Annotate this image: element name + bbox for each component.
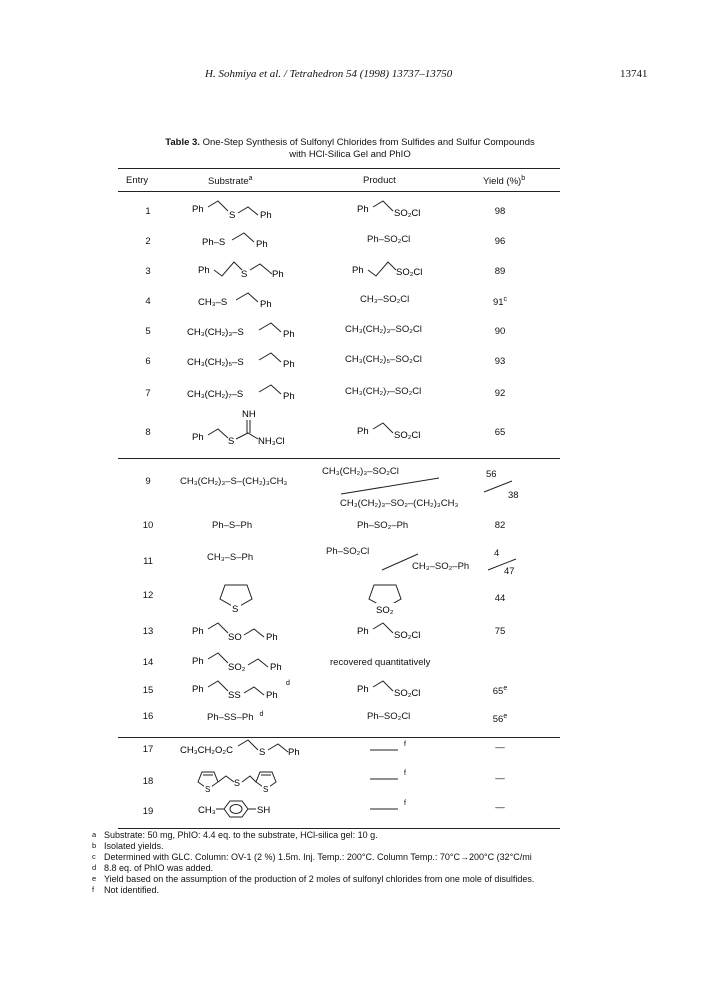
- svg-text:S: S: [228, 436, 235, 447]
- substrate-structure: [190, 675, 320, 703]
- svg-text:Ph: Ph: [192, 432, 204, 443]
- svg-text:Ph: Ph: [192, 204, 204, 215]
- product-formula: CH₃(CH₂)₃–SO₂–(CH₂)₃CH₃: [340, 498, 459, 509]
- svg-text:Ph: Ph: [256, 239, 268, 250]
- svg-text:CH₃(CH₂)₇–S: CH₃(CH₂)₇–S: [187, 389, 244, 400]
- substrate-structure: [190, 619, 300, 645]
- yield-value: 65e: [492, 685, 508, 698]
- substrate-formula: CH₃–S–Ph: [207, 552, 254, 563]
- svg-text:Ph: Ph: [260, 210, 272, 221]
- yield-value: 82: [494, 520, 506, 531]
- product-note: recovered quantitatively: [330, 657, 431, 668]
- svg-text:SH: SH: [257, 805, 271, 816]
- svg-text:CH₃(CH₂)₃–S: CH₃(CH₂)₃–S: [187, 327, 244, 338]
- svg-text:CH₃–S: CH₃–S: [198, 297, 228, 308]
- caption-text-2: with HCl-Silica Gel and PhIO: [289, 149, 411, 160]
- entry-number: 15: [142, 685, 154, 696]
- yield-value: 47: [504, 566, 515, 577]
- yield-value: 4: [494, 548, 500, 559]
- svg-text:SO₂Cl: SO₂Cl: [394, 688, 421, 699]
- yield-value: 56e: [492, 713, 508, 726]
- substrate-structure: [200, 228, 300, 252]
- col-substrate: Substrate$^a$: [208, 175, 253, 188]
- product-formula: CH₃(CH₂)₃–SO₂Cl: [345, 324, 422, 335]
- svg-text:NH: NH: [242, 409, 256, 420]
- substrate-formula: Ph–SS–Ph $^d$: [207, 711, 264, 724]
- entry-number: 5: [145, 326, 151, 337]
- entry-number: 19: [142, 806, 154, 817]
- entry-number: 3: [145, 266, 151, 277]
- svg-text:S: S: [241, 269, 248, 280]
- caption-text-1: One-Step Synthesis of Sulfonyl Chlorides from Sulfides and Sulfur Compounds: [202, 137, 535, 148]
- svg-text:Ph: Ph: [357, 684, 369, 695]
- substrate-structure: [190, 649, 300, 677]
- svg-text:S: S: [259, 747, 266, 758]
- svg-text:f: f: [404, 741, 406, 748]
- entry-number: 4: [145, 296, 151, 307]
- svg-text:SO₂Cl: SO₂Cl: [394, 630, 421, 641]
- product-formula: CH₃(CH₂)₅–SO₂Cl: [345, 354, 422, 365]
- footnote: b Isolated yields.: [92, 841, 164, 851]
- svg-text:Ph: Ph: [357, 626, 369, 637]
- yield-value: 93: [494, 356, 506, 367]
- yield-value: 65: [494, 427, 506, 438]
- footnote: a Substrate: 50 mg, PhIO: 4.4 eq. to the substrate, HCl-silica gel: 10 g.: [92, 830, 378, 840]
- svg-text:Ph: Ph: [288, 747, 300, 758]
- product-structure: [355, 419, 445, 445]
- col-product: Product: [363, 175, 396, 186]
- substrate-formula: Ph–S–Ph: [212, 520, 253, 531]
- table-caption: [140, 137, 560, 161]
- yield-value: —: [495, 742, 505, 753]
- section-rule-1: [118, 458, 560, 459]
- svg-text:NH₃Cl: NH₃Cl: [258, 436, 285, 447]
- table-bottom-rule: [118, 828, 560, 829]
- yield-split-slash: [484, 556, 520, 574]
- svg-text:S: S: [205, 785, 211, 794]
- svg-text:Ph: Ph: [260, 299, 272, 310]
- yield-value: —: [495, 802, 505, 813]
- entry-number: 2: [145, 236, 151, 247]
- substrate-structure: [213, 575, 263, 615]
- substrate-structure: [190, 197, 300, 223]
- yield-value: 38: [508, 490, 519, 501]
- svg-text:SO₂Cl: SO₂Cl: [394, 430, 421, 441]
- product-none: [368, 797, 418, 813]
- entry-number: 13: [142, 626, 154, 637]
- table-top-rule: [118, 168, 560, 169]
- yield-value: 44: [494, 593, 506, 604]
- svg-text:Ph: Ph: [270, 662, 282, 673]
- yield-value: 98: [494, 206, 506, 217]
- yield-value: —: [495, 773, 505, 784]
- svg-text:SO₂Cl: SO₂Cl: [396, 267, 423, 278]
- yield-value: 89: [494, 266, 506, 277]
- entry-number: 7: [145, 388, 151, 399]
- substrate-structure: [196, 256, 306, 282]
- svg-text:S: S: [232, 604, 239, 615]
- caption-label: Table 3.: [165, 137, 200, 148]
- svg-text:Ph: Ph: [357, 426, 369, 437]
- svg-text:Ph: Ph: [266, 632, 278, 643]
- substrate-structure: [185, 318, 305, 342]
- yield-value: 75: [494, 626, 506, 637]
- svg-text:Ph: Ph: [283, 359, 295, 370]
- substrate-structure: [190, 406, 300, 450]
- footnote: e Yield based on the assumption of the production of 2 moles of sulfonyl chlorides from one mole of disulfides.: [92, 874, 535, 884]
- yield-value: 91$^c$: [492, 296, 508, 309]
- entry-number: 10: [142, 520, 154, 531]
- entry-number: 6: [145, 356, 151, 367]
- product-formula: Ph–SO₂–Ph: [357, 520, 409, 531]
- svg-text:Ph–S: Ph–S: [202, 237, 226, 248]
- yield-value: 90: [494, 326, 506, 337]
- svg-text:CH₃(CH₂)₅–S: CH₃(CH₂)₅–S: [187, 357, 244, 368]
- entry-number: 11: [143, 556, 153, 567]
- product-structure: [355, 619, 445, 645]
- svg-text:SO₂Cl: SO₂Cl: [394, 208, 421, 219]
- substrate-structure: [196, 288, 296, 312]
- entry-number: 14: [142, 657, 154, 668]
- yield-value: 92: [494, 388, 506, 399]
- svg-text:Ph: Ph: [357, 204, 369, 215]
- citation: H. Sohmiya et al. / Tetrahedron 54 (1998) 13737–13750: [205, 68, 453, 80]
- product-formula: Ph–SO₂Cl: [367, 234, 411, 245]
- svg-text:f: f: [404, 800, 406, 807]
- svg-text:S: S: [263, 785, 269, 794]
- product-none: [368, 767, 418, 783]
- footnote: f Not identified.: [92, 885, 160, 895]
- product-formula: CH₃(CH₂)₃–SO₂Cl: [322, 466, 399, 477]
- product-none: [368, 738, 418, 754]
- substrate-formula: CH₃(CH₂)₃–S–(CH₂)₃CH₃: [180, 476, 288, 487]
- yield-value: 56: [486, 469, 497, 480]
- substrate-structure: [196, 796, 306, 822]
- substrate-structure: [192, 762, 292, 794]
- svg-text:CH₃: CH₃: [198, 805, 216, 816]
- svg-text:Ph: Ph: [272, 269, 284, 280]
- product-formula: Ph–SO₂Cl: [367, 711, 411, 722]
- substrate-structure: [180, 734, 310, 762]
- svg-text:SO: SO: [228, 632, 242, 643]
- col-yield: Yield (%)$^b$: [483, 175, 526, 188]
- svg-text:S: S: [234, 778, 241, 788]
- product-structure: [362, 575, 412, 619]
- yield-split-slash: [480, 478, 516, 496]
- page-number: 13741: [620, 68, 648, 80]
- product-formula: CH₃–SO₂–Ph: [412, 561, 470, 572]
- entry-number: 18: [142, 776, 154, 787]
- svg-text:SS: SS: [228, 690, 241, 701]
- svg-text:Ph: Ph: [192, 684, 204, 695]
- svg-text:Ph: Ph: [283, 329, 295, 340]
- product-formula: Ph–SO₂Cl: [326, 546, 370, 557]
- svg-text:d: d: [286, 680, 290, 687]
- svg-text:Ph: Ph: [192, 656, 204, 667]
- svg-text:Ph: Ph: [283, 391, 295, 402]
- entry-number: 12: [142, 590, 154, 601]
- entry-number: 1: [145, 206, 151, 217]
- svg-text:f: f: [404, 770, 406, 777]
- entry-number: 16: [142, 711, 154, 722]
- header-rule: [118, 191, 560, 192]
- svg-text:Ph: Ph: [198, 265, 210, 276]
- substrate-structure: [185, 348, 305, 372]
- entry-number: 9: [145, 476, 151, 487]
- footnote: d 8.8 eq. of PhIO was added.: [92, 863, 214, 873]
- product-formula: CH₃–SO₂Cl: [360, 294, 410, 305]
- footnote: c Determined with GLC. Column: OV-1 (2 %) 1.5m. Inj. Temp.: 200°C. Column Temp.: 70°C→200°C (32°C/mi: [92, 852, 532, 862]
- svg-text:Ph: Ph: [352, 265, 364, 276]
- svg-text:SO₂: SO₂: [228, 662, 246, 673]
- product-structure: [350, 256, 450, 282]
- product-structure: [355, 677, 445, 703]
- product-structure: [355, 197, 445, 223]
- svg-text:Ph: Ph: [192, 626, 204, 637]
- entry-number: 8: [145, 427, 151, 438]
- yield-value: 96: [494, 236, 506, 247]
- svg-text:Ph: Ph: [266, 690, 278, 701]
- svg-text:SO₂: SO₂: [376, 605, 394, 616]
- substrate-structure: [185, 380, 305, 404]
- product-split-slash: [335, 474, 445, 498]
- svg-text:S: S: [229, 210, 236, 221]
- col-entry: Entry: [126, 175, 149, 186]
- svg-text:CH₃CH₂O₂C: CH₃CH₂O₂C: [180, 745, 233, 756]
- product-formula: CH₃(CH₂)₇–SO₂Cl: [345, 386, 422, 397]
- entry-number: 17: [142, 744, 154, 755]
